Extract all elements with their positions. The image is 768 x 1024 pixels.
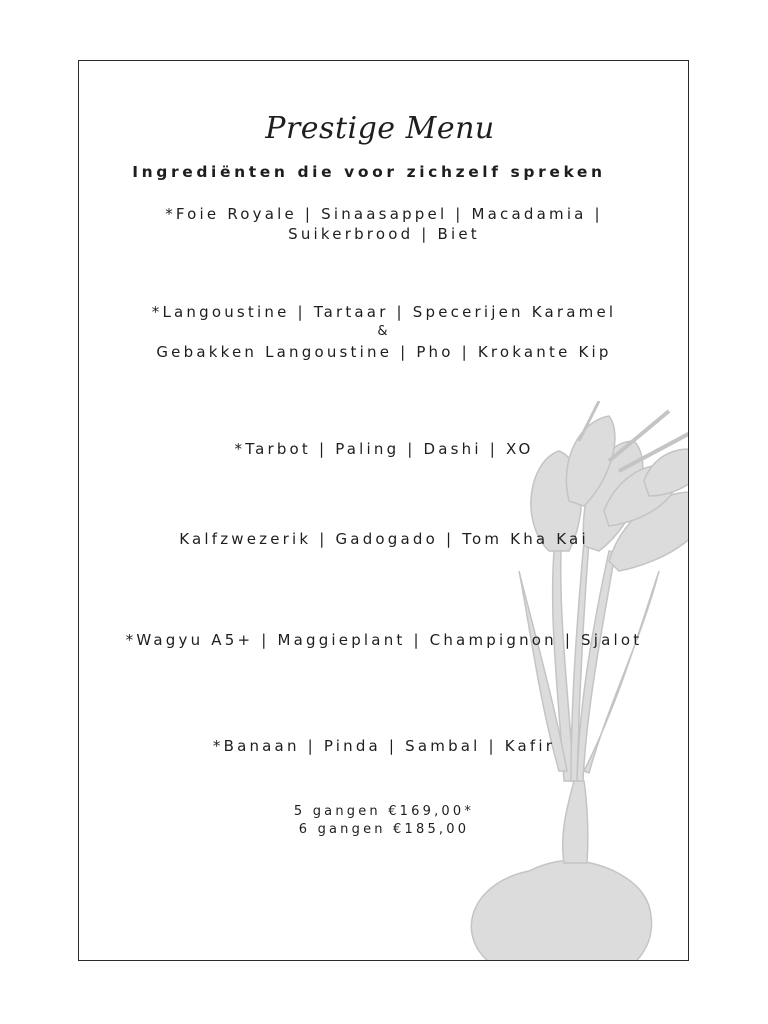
price-5-courses: 5 gangen €169,00* (293, 804, 475, 819)
course-3-line-1: *Tarbot | Paling | Dashi | XO (234, 440, 534, 458)
course-6-line-1: *Banaan | Pinda | Sambal | Kafir (212, 737, 556, 755)
course-5-line-1: *Wagyu A5+ | Maggieplant | Champignon | Sjalot (125, 631, 643, 649)
svg-text:Prestige Menu: Prestige Menu (265, 111, 495, 146)
course-4-line-1: Kalfzwezerik | Gadogado | Tom Kha Kai (179, 530, 589, 548)
course-2-ampersand: & (377, 324, 391, 339)
menu-title (0, 100, 768, 150)
course-2-line-1: *Langoustine | Tartaar | Specerijen Karamel (151, 303, 617, 321)
price-6-courses: 6 gangen €185,00 (298, 822, 470, 837)
crocus-bulb-illustration (459, 401, 689, 961)
course-2-line-3: Gebakken Langoustine | Pho | Krokante Kip (156, 343, 612, 361)
course-1-line-2: Suikerbrood | Biet (288, 225, 480, 243)
menu-subtitle: Ingrediënten die voor zichzelf spreken (132, 163, 606, 181)
course-1-line-1: *Foie Royale | Sinaasappel | Macadamia | (165, 205, 603, 223)
